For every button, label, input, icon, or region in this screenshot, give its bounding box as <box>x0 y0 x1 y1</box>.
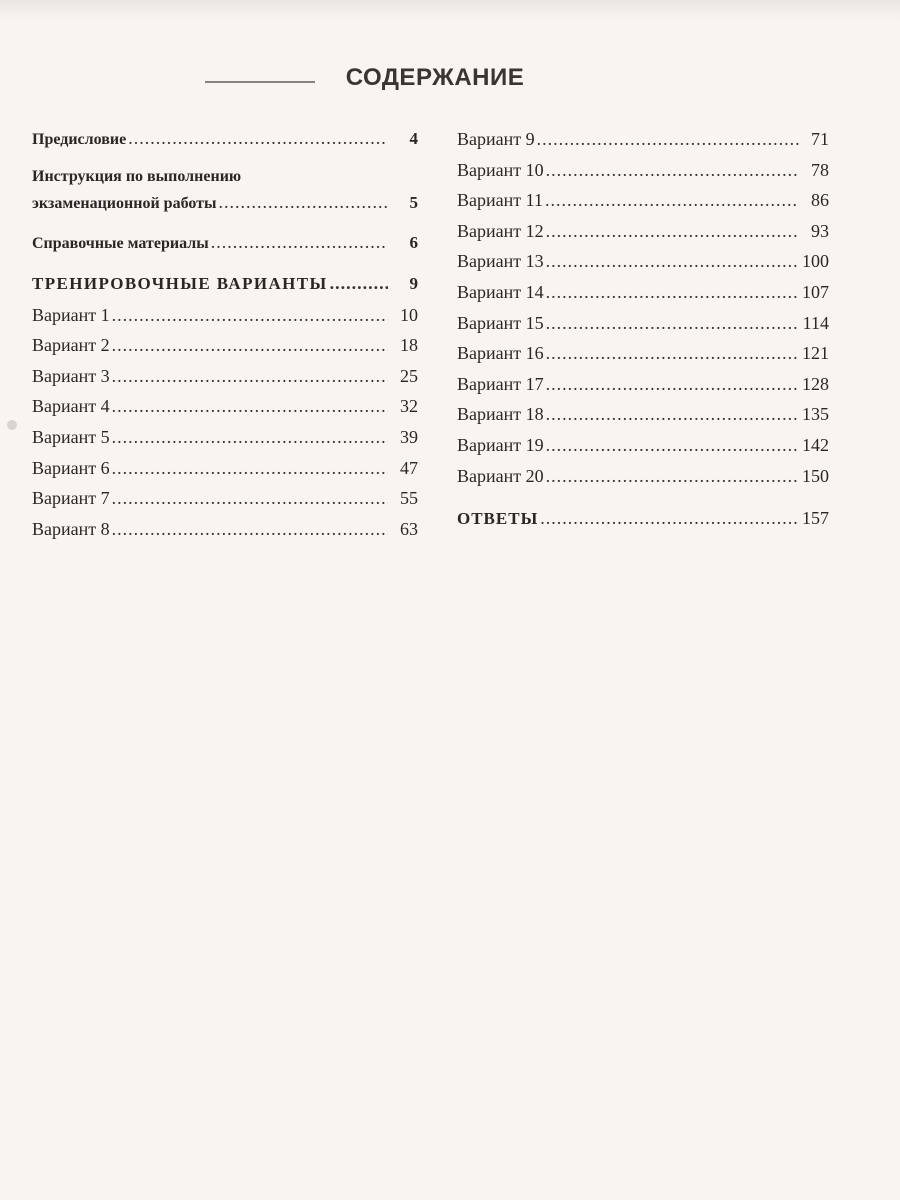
dot-leader <box>112 361 388 392</box>
toc-entry-page: 121 <box>802 343 829 364</box>
dot-leader <box>112 300 388 331</box>
toc-right-column <box>457 124 829 535</box>
toc-entry-label: Вариант 3 <box>32 365 110 386</box>
toc-entry-label: Вариант 17 <box>457 373 544 394</box>
toc-entry-page: 78 <box>811 159 829 180</box>
toc-entry-reference <box>32 228 418 258</box>
dot-leader <box>211 228 388 256</box>
toc-entry-label: ТРЕНИРОВОЧНЫЕ ВАРИАНТЫ <box>32 274 328 293</box>
dot-leader <box>112 483 388 514</box>
toc-entry-variant <box>32 391 418 422</box>
toc-entry-page: 25 <box>400 365 418 386</box>
toc-entry-variant <box>457 399 829 430</box>
dot-leader <box>537 124 799 155</box>
dot-leader <box>546 155 799 186</box>
toc-entry-instruction-line2 <box>32 188 418 218</box>
dot-leader <box>540 503 799 534</box>
toc-entry-label: Вариант 19 <box>457 434 544 455</box>
toc-entry-label: Вариант 5 <box>32 426 110 447</box>
toc-entry-label: Вариант 16 <box>457 343 544 364</box>
toc-entry-variant <box>457 277 829 308</box>
toc-variant-list <box>32 300 418 545</box>
toc-entry-variant <box>457 185 829 216</box>
toc-entry-variant <box>457 430 829 461</box>
toc-entry-answers <box>457 503 829 535</box>
toc-entry-page: 4 <box>409 129 418 148</box>
dot-leader <box>546 308 799 339</box>
toc-left-column <box>32 124 418 544</box>
toc-entry-label: Вариант 18 <box>457 404 544 425</box>
toc-entry-label: Вариант 9 <box>457 129 535 149</box>
toc-entry-page: 93 <box>811 220 829 241</box>
toc-entry-variant <box>457 246 829 277</box>
dot-leader <box>546 399 799 430</box>
dot-leader <box>546 277 799 308</box>
dot-leader <box>112 391 388 422</box>
toc-entry-page: 39 <box>400 426 418 447</box>
toc-entry-label: Вариант 2 <box>32 335 110 356</box>
page-title: СОДЕРЖАНИЕ <box>345 64 525 91</box>
toc-entry-page: 150 <box>802 465 829 486</box>
toc-entry-page: 114 <box>802 312 829 333</box>
toc-entry-page: 142 <box>802 434 829 455</box>
toc-entry-preface <box>32 124 418 154</box>
toc-entry-label: Вариант 6 <box>32 457 110 478</box>
toc-entry-page: 5 <box>409 193 418 212</box>
toc-entry-variant <box>32 422 418 453</box>
toc-entry-page: 18 <box>400 335 418 356</box>
toc-entry-variant <box>457 338 829 369</box>
toc-entry-label: Вариант 14 <box>457 281 544 302</box>
dot-leader <box>546 430 799 461</box>
toc-entry-variant <box>32 483 418 514</box>
toc-entry-label: Вариант 12 <box>457 220 544 241</box>
toc-entry-page: 9 <box>409 274 418 293</box>
dot-leader <box>546 216 799 247</box>
toc-entry-label: Предисловие <box>32 131 127 148</box>
toc-entry-label: Вариант 7 <box>32 488 110 509</box>
dot-leader <box>219 188 389 216</box>
dot-leader <box>112 453 388 484</box>
toc-entry-variant <box>457 216 829 247</box>
toc-entry-page: 128 <box>802 373 829 394</box>
toc-entry-page: 55 <box>400 488 418 509</box>
toc-entry-variant <box>457 124 829 155</box>
toc-entry-label: Справочные материалы <box>32 235 209 252</box>
toc-entry-label: Вариант 15 <box>457 312 544 333</box>
toc-entry-variant <box>32 330 418 361</box>
dot-leader <box>545 185 799 216</box>
toc-entry-page: 6 <box>409 233 418 252</box>
toc-entry-label-line2: экзаменационной работы <box>32 195 217 212</box>
dot-leader <box>112 422 388 453</box>
toc-entry-instruction <box>32 166 418 218</box>
dot-leader <box>330 268 388 299</box>
toc-entry-page: 71 <box>811 129 829 149</box>
toc-entry-page: 47 <box>400 457 418 478</box>
dot-leader <box>546 461 799 492</box>
toc-entry-label: Вариант 4 <box>32 396 110 417</box>
toc-entry-label-line1: Инструкция по выполнению <box>32 168 242 185</box>
toc-entry-variant <box>32 453 418 484</box>
toc-entry-variant <box>457 461 829 492</box>
toc-entry-page: 63 <box>400 518 418 539</box>
dot-leader <box>128 124 388 152</box>
toc-entry-page: 135 <box>802 404 829 425</box>
toc-entry-label: ОТВЕТЫ <box>457 509 539 529</box>
toc-entry-variant <box>32 361 418 392</box>
toc-entry-label: Вариант 8 <box>32 518 110 539</box>
page-edge-shadow <box>0 0 900 22</box>
toc-entry-label: Вариант 1 <box>32 304 110 325</box>
toc-entry-page: 32 <box>400 396 418 417</box>
toc-variant-list <box>457 124 829 491</box>
paper-stain <box>7 420 17 430</box>
toc-entry-page: 157 <box>802 508 829 529</box>
toc-entry-page: 10 <box>400 304 418 325</box>
toc-entry-label: Вариант 13 <box>457 251 544 272</box>
toc-entry-variant <box>457 308 829 339</box>
dot-leader <box>546 369 799 400</box>
toc-entry-variant <box>32 300 418 331</box>
toc-entry-variant <box>32 514 418 545</box>
dot-leader <box>546 246 799 277</box>
toc-entry-label: Вариант 20 <box>457 465 544 486</box>
dot-leader <box>112 330 388 361</box>
toc-entry-variant <box>457 155 829 186</box>
dot-leader <box>112 514 388 545</box>
decorative-rule <box>205 81 315 83</box>
toc-entry-label: Вариант 11 <box>457 190 543 211</box>
toc-entry-variant <box>457 369 829 400</box>
toc-entry-training <box>32 268 418 300</box>
toc-entry-page: 86 <box>811 190 829 211</box>
toc-entry-label: Вариант 10 <box>457 159 544 180</box>
dot-leader <box>546 338 799 369</box>
toc-entry-page: 107 <box>802 281 829 302</box>
toc-entry-page: 100 <box>802 251 829 272</box>
